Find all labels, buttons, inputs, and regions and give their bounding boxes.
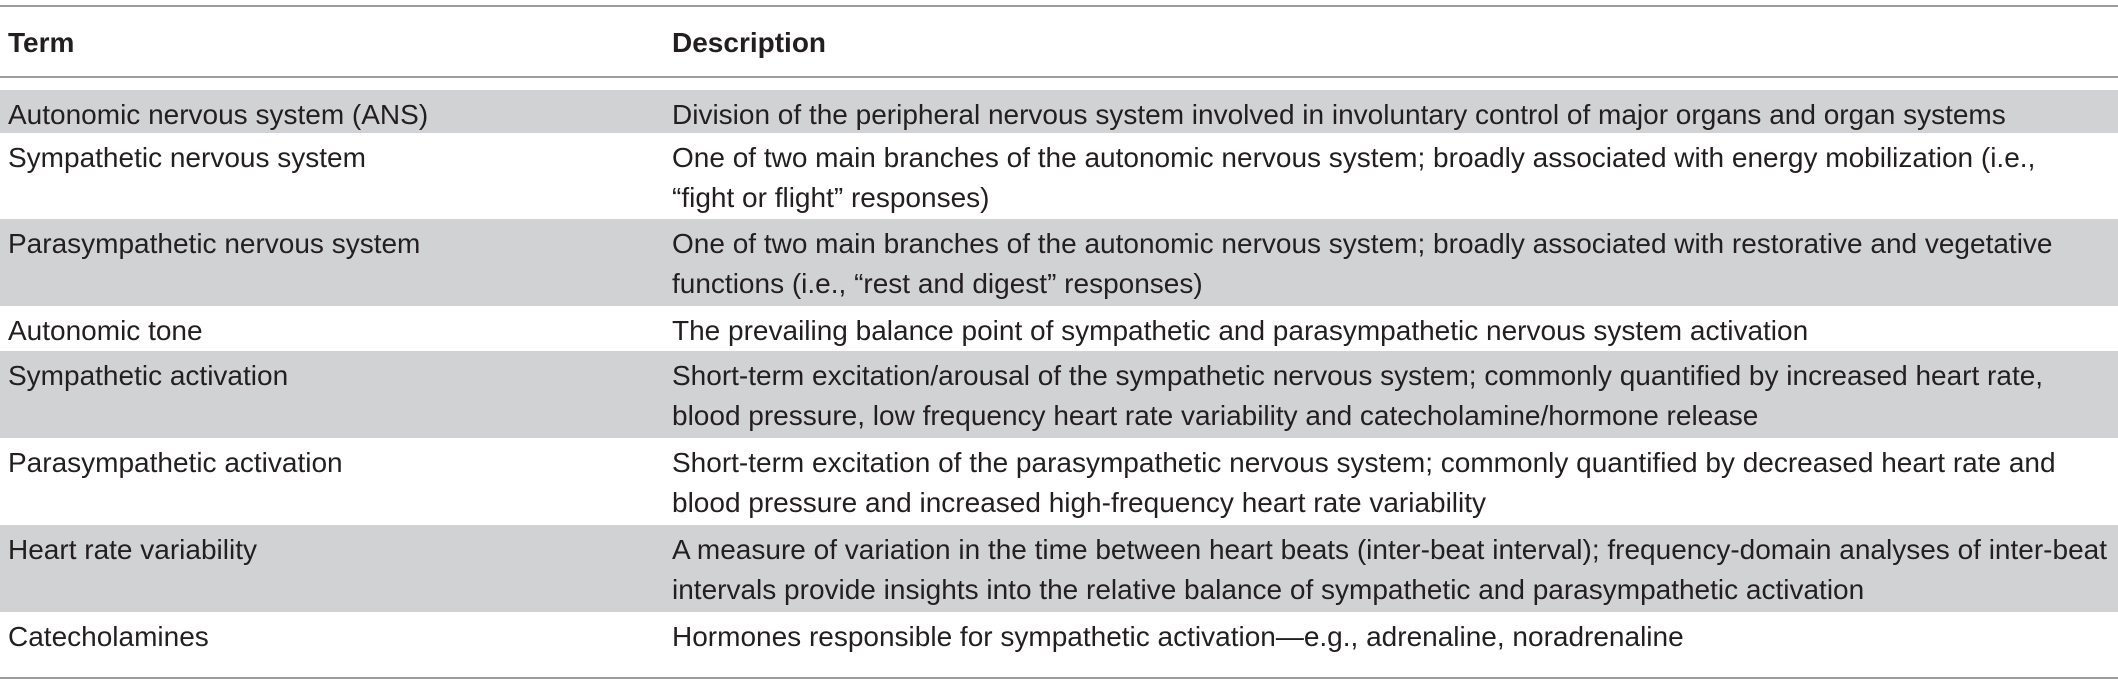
- table-row: [0, 525, 2118, 612]
- bottom-rule: [0, 677, 2118, 679]
- term-cell: Parasympathetic activation: [8, 447, 343, 478]
- term-cell: Catecholamines: [8, 621, 209, 652]
- table-row: [0, 438, 2118, 525]
- table-header-row: [0, 7, 2118, 76]
- table-row: [0, 612, 2118, 657]
- description-cell: One of two main branches of the autonomic nervous system; broadly associated with energy mobilization (i.e., “fight or flight” responses): [672, 142, 2036, 213]
- description-cell: Division of the peripheral nervous system involved in involuntary control of major organs and organ systems: [672, 99, 2006, 130]
- table-row: [0, 90, 2118, 133]
- table-row: [0, 219, 2118, 306]
- term-cell: Sympathetic nervous system: [8, 142, 366, 173]
- table-row: [0, 133, 2118, 219]
- header-term: Term: [8, 27, 75, 58]
- term-cell: Autonomic tone: [8, 315, 203, 346]
- table-row: [0, 351, 2118, 438]
- description-cell: Short-term excitation/arousal of the sympathetic nervous system; commonly quantified by increased heart rate, blood pressure, low frequency heart rate variability and catecholamine/hormone release: [672, 360, 2044, 431]
- table-row: [0, 306, 2118, 351]
- table-body: [0, 90, 2118, 657]
- term-cell: Sympathetic activation: [8, 360, 289, 391]
- description-cell: Hormones responsible for sympathetic activation—e.g., adrenaline, noradrenaline: [672, 621, 1684, 652]
- description-cell: A measure of variation in the time between heart beats (inter-beat interval); frequency-domain analyses of inter-beat intervals provide insights into the relative balance of sympathetic and parasympathetic activation: [672, 534, 2107, 605]
- header-description: Description: [672, 27, 827, 58]
- term-cell: Heart rate variability: [8, 534, 257, 565]
- term-cell: Parasympathetic nervous system: [8, 228, 421, 259]
- description-cell: One of two main branches of the autonomic nervous system; broadly associated with restorative and vegetative functions (i.e., “rest and digest” responses): [672, 228, 2053, 299]
- description-cell: Short-term excitation of the parasympathetic nervous system; commonly quantified by decreased heart rate and blood pressure and increased high-frequency heart rate variability: [672, 447, 2056, 518]
- description-cell: The prevailing balance point of sympathetic and parasympathetic nervous system activation: [672, 315, 1809, 346]
- term-cell: Autonomic nervous system (ANS): [8, 99, 429, 130]
- header-rule: [0, 76, 2118, 78]
